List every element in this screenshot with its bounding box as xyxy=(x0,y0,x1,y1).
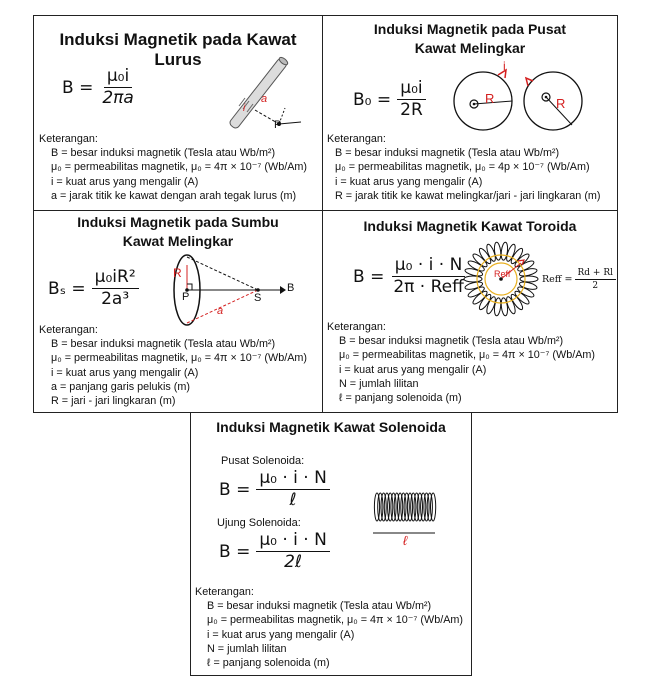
panel-title: Induksi Magnetik pada Kawat Lurus xyxy=(59,30,297,69)
formula-reff xyxy=(542,267,616,292)
axis-point-p-label: P xyxy=(182,291,190,303)
notes-header: Keterangan: xyxy=(327,133,386,145)
formula-solenoid-end xyxy=(219,530,330,573)
formula-straight-wire xyxy=(62,66,137,109)
formula-numerator: μ₀i xyxy=(397,78,425,100)
toroid-coil-turn xyxy=(494,298,502,317)
wire-current-label: i xyxy=(243,103,246,114)
formula-numerator: μ₀i xyxy=(104,66,132,88)
toroid-coil-turn xyxy=(494,242,502,261)
straight-wire-diagram xyxy=(209,54,309,134)
solenoid-diagram xyxy=(369,489,441,539)
formula-denominator: 2a³ xyxy=(101,289,130,309)
notes-loop-center xyxy=(327,132,601,203)
panel-title: Induksi Magnetik Kawat Solenoida xyxy=(216,419,446,435)
solenoid-coil-turn xyxy=(431,493,436,521)
panel-title: Induksi Magnetik Kawat Toroida xyxy=(363,218,577,234)
formula-numerator: μ₀ · i · N xyxy=(256,530,330,552)
note-item: B = besar induksi magnetik (Tesla atau Wb/m²) xyxy=(51,147,276,160)
toroid-coil-turn xyxy=(464,276,482,282)
note-item: μ₀ = permeabilitas magnetik, μ₀ = 4π × 10⁻⁷ (Wb/Am) xyxy=(51,161,307,174)
formula-solenoid-center xyxy=(219,468,330,511)
note-item: μ₀ = permeabilitas magnetik, μ₀ = 4π × 10⁻⁷ (Wb/Am) xyxy=(51,352,307,365)
formula-numerator: μ₀iR² xyxy=(92,267,139,289)
note-item: a = jarak titik ke kawat dengan arah tegak lurus (m) xyxy=(51,189,297,202)
formula-toroid xyxy=(353,255,467,298)
note-item: B = besar induksi magnetik (Tesla atau Wb/m²) xyxy=(339,335,564,348)
note-item: ℓ = panjang solenoida (m) xyxy=(339,392,462,405)
formula-denominator: 2R xyxy=(400,100,423,120)
formula-denominator: ℓ xyxy=(289,490,297,510)
loop-radius-label: R xyxy=(485,91,495,106)
formula-numerator: Rd + Rl xyxy=(575,267,616,280)
note-item: ℓ = panjang solenoida (m) xyxy=(207,657,330,670)
notes-header: Keterangan: xyxy=(327,321,386,333)
note-item: N = jumlah lilitan xyxy=(207,642,287,655)
formula-denominator: 2πa xyxy=(102,88,134,108)
panel-toroid xyxy=(322,210,618,413)
formula-numerator: μ₀ · i · N xyxy=(256,468,330,490)
formula-lhs: B = xyxy=(219,541,251,562)
solenoid-length-label: ℓ xyxy=(403,533,408,548)
panel-straight-wire xyxy=(33,15,323,211)
wire-distance-label: a xyxy=(261,93,268,105)
note-item: i = kuat arus yang mengalir (A) xyxy=(51,366,199,379)
note-item: N = jumlah lilitan xyxy=(339,377,419,390)
toroid-diagram xyxy=(463,241,539,317)
note-item: i = kuat arus yang mengalir (A) xyxy=(339,363,487,376)
axis-distance-label: a xyxy=(217,305,224,317)
panel-title: Induksi Magnetik pada Pusat Kawat Melingkar xyxy=(373,21,567,56)
note-item: i = kuat arus yang mengalir (A) xyxy=(335,175,483,188)
toroid-reff-label: Reff xyxy=(494,269,511,279)
axis-field-label: B xyxy=(287,282,295,294)
loop-center-diagram xyxy=(448,61,588,141)
solenoid-end-label: Ujung Solenoida: xyxy=(217,517,301,529)
note-item: μ₀ = permeabilitas magnetik, μ₀ = 4π × 10⁻⁷ (Wb/Am) xyxy=(207,614,463,627)
notes-toroid xyxy=(327,320,595,405)
note-item: μ₀ = permeabilitas magnetik, μ₀ = 4p × 10⁻⁷ (Wb/Am) xyxy=(335,161,590,174)
panel-solenoid xyxy=(190,412,472,676)
axis-radius-label: R xyxy=(173,266,182,280)
solenoid-center-label: Pusat Solenoida: xyxy=(221,455,305,467)
formula-lhs: B = xyxy=(219,479,251,500)
formula-lhs: B = xyxy=(62,77,94,98)
formula-lhs: B₀ = xyxy=(353,89,392,110)
note-item: B = besar induksi magnetik (Tesla atau Wb/m²) xyxy=(335,147,560,160)
panel-loop-axis xyxy=(33,210,323,413)
note-item: B = besar induksi magnetik (Tesla atau Wb/m²) xyxy=(51,338,276,351)
toroid-coil-turn xyxy=(500,242,508,261)
formula-loop-center xyxy=(353,78,426,121)
note-item: B = besar induksi magnetik (Tesla atau Wb/m²) xyxy=(207,600,432,613)
formula-lhs: Reff = xyxy=(542,274,573,285)
loop-current-label: i xyxy=(503,59,506,73)
formula-lhs: B = xyxy=(353,266,385,287)
note-item: R = jari - jari lingkaran (m) xyxy=(51,395,176,408)
formula-denominator: 2ℓ xyxy=(284,552,302,572)
toroid-coil-turn xyxy=(519,267,538,277)
toroid-coil-turn xyxy=(464,267,483,277)
notes-loop-axis xyxy=(39,323,307,408)
notes-solenoid xyxy=(195,585,463,670)
panel-loop-center xyxy=(322,15,618,211)
toroid-coil-turn xyxy=(519,281,538,291)
note-item: R = jarak titik ke kawat melingkar/jari - jari lingkaran (m) xyxy=(335,189,601,202)
toroid-coil-turn xyxy=(520,276,538,282)
note-item: i = kuat arus yang mengalir (A) xyxy=(207,628,355,641)
wire-point-label: P xyxy=(274,119,282,131)
loop-radius-label-2: R xyxy=(556,96,566,111)
formula-numerator: μ₀ · i · N xyxy=(392,255,466,277)
formula-lhs: Bₛ = xyxy=(48,278,86,299)
toroid-coil-turn xyxy=(500,298,508,317)
notes-straight-wire xyxy=(39,132,307,203)
formula-denominator: 2π · Reff xyxy=(393,277,464,297)
notes-header: Keterangan: xyxy=(195,586,254,598)
axis-point-s-label: S xyxy=(254,292,262,304)
notes-header: Keterangan: xyxy=(39,133,98,145)
formula-loop-axis xyxy=(48,267,139,310)
formula-denominator: 2 xyxy=(592,281,599,291)
note-item: a = panjang garis pelukis (m) xyxy=(51,380,190,393)
note-item: i = kuat arus yang mengalir (A) xyxy=(51,175,199,188)
panel-title: Induksi Magnetik pada Sumbu Kawat Melingkar xyxy=(77,214,279,249)
note-item: μ₀ = permeabilitas magnetik, μ₀ = 4π × 10⁻⁷ (Wb/Am) xyxy=(339,349,595,362)
notes-header: Keterangan: xyxy=(39,324,98,336)
